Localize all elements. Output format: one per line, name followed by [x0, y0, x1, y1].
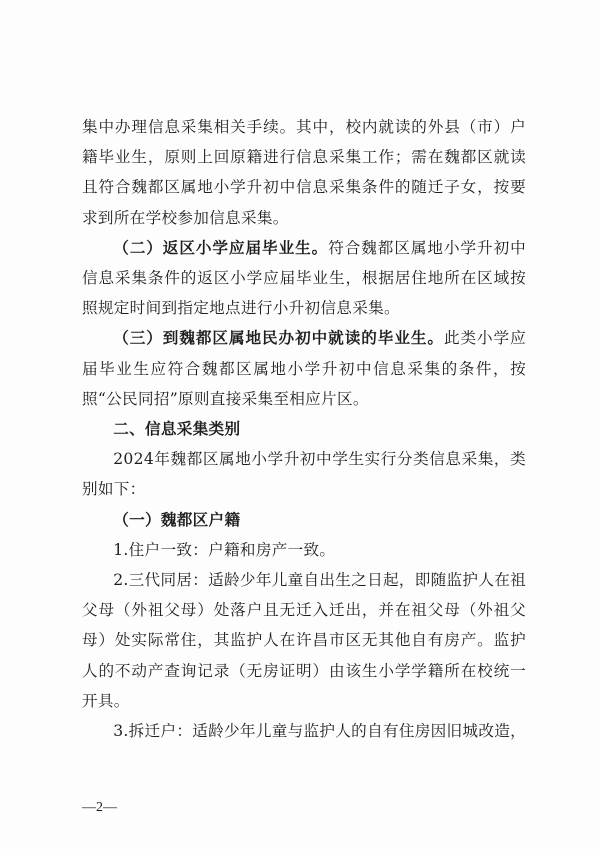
paragraph-private-school-graduates	[82, 323, 526, 414]
subsection-body-3: 此类小学应届毕业生应符合魏都区属地小学升初中信息采集的条件，按照“公民同招”原则直接采集至相应片区。	[82, 329, 526, 408]
subsection-heading-household: （一）魏都区户籍	[113, 509, 241, 529]
paragraph-continuation: 集中办理信息采集相关手续。其中，校内就读的外县（市）户籍毕业生，原则上回原籍进行信息采集工作；需在魏都区就读且符合魏都区属地小学升初中信息采集条件的随迁子女，按要求到所在学校参加信息采集。	[82, 118, 526, 227]
subsection-title-2: （二）返区小学应届毕业生。	[113, 237, 329, 257]
subsection-title-3: （三）到魏都区属地民办初中就读的毕业生。	[113, 328, 444, 348]
paragraph-category-intro: 2024年魏都区属地小学升初中学生实行分类信息采集，类别如下：	[82, 450, 526, 499]
list-item-3: 3.拆迁户：适龄少年儿童与监护人的自有住房因旧城改造，	[113, 722, 527, 741]
document-body	[82, 112, 526, 746]
paragraph-returning-graduates	[82, 233, 526, 324]
subsection-body-2: 符合魏都区属地小学升初中信息采集条件的返区小学应届毕业生，根据居住地所在区域按照规定时间到指定地点进行小升初信息采集。	[82, 238, 526, 318]
section-heading: 二、信息采集类别	[113, 420, 241, 439]
list-item-1: 1.住户一致：户籍和房产一致。	[113, 540, 336, 559]
page-number: —2—	[82, 800, 117, 815]
list-item-2: 2.三代同居：适龄少年儿童自出生之日起，即随监护人在祖父母（外祖父母）处落户且无迁入迁出，并在祖父母（外祖父母）处实际常住，其监护人在许昌市区无其他自有房产。监护人的不动产查询记录（无房证明）由该生小学学籍所在校统一开具。	[82, 571, 527, 710]
